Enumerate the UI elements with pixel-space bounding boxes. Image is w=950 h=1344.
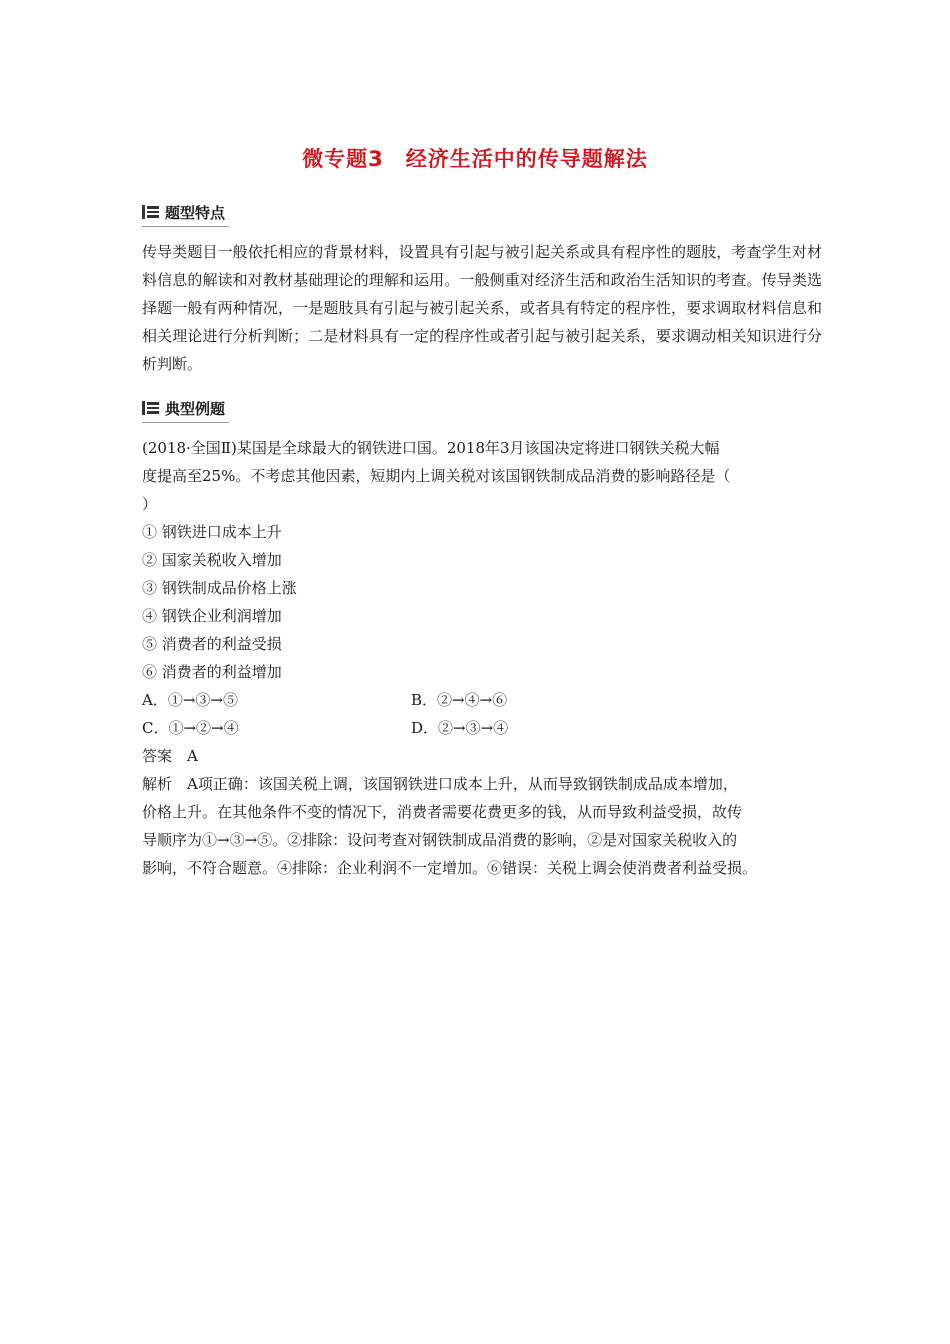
list-icon bbox=[142, 205, 159, 219]
list-item: ④ 钢铁企业利润增加 bbox=[142, 607, 282, 625]
option-a: A．①→③→⑤ bbox=[142, 691, 238, 709]
page-title: 微专题3 经济生活中的传导题解法 bbox=[302, 147, 648, 171]
analysis-line: 导顺序为①→③→⑤。②排除：设问考查对钢铁制成品消费的影响，②是对国家关税收入的 bbox=[142, 831, 738, 849]
section-heading-example bbox=[142, 396, 225, 420]
question-line: (2018·全国Ⅱ)某国是全球最大的钢铁进口国。2018年3月该国决定将进口钢铁关税大幅 bbox=[142, 439, 720, 457]
list-item: ① 钢铁进口成本上升 bbox=[142, 523, 282, 541]
question-line: 度提高至25%。不考虑其他因素，短期内上调关税对该国钢铁制成品消费的影响路径是（ bbox=[142, 467, 731, 485]
analysis-line: 解析 A项正确：该国关税上调，该国钢铁进口成本上升，从而导致钢铁制成品成本增加， bbox=[142, 775, 738, 793]
list-item: ⑥ 消费者的利益增加 bbox=[142, 663, 282, 681]
question-line: ） bbox=[142, 495, 158, 513]
option-b: B．②→④→⑥ bbox=[411, 691, 508, 709]
answer-line: 答案 A bbox=[142, 747, 198, 765]
section-heading-features bbox=[142, 200, 225, 224]
section-heading-label: 题型特点 bbox=[165, 203, 226, 222]
features-paragraph: 传导类题目一般依托相应的背景材料，设置具有引起与被引起关系或具有程序性的题肢，考查学生对材料信息的解读和对教材基础理论的理解和运用。一般侧重对经济生活和政治生活知识的考查。传导类选择题一般有两种情况，一是题肢具有引起与被引起关系，或者具有特定的程序性，要求调取材料信息和相关理论进行分析判断；二是材料具有一定的程序性或者引起与被引起关系，要求调动相关知识进行分析判断。 bbox=[142, 243, 822, 373]
analysis-line: 价格上升。在其他条件不变的情况下，消费者需要花费更多的钱，从而导致利益受损，故传 bbox=[142, 803, 743, 821]
option-c: C．①→②→④ bbox=[142, 719, 239, 737]
section-divider bbox=[142, 226, 229, 227]
section-divider bbox=[142, 422, 229, 423]
list-item: ③ 钢铁制成品价格上涨 bbox=[142, 579, 297, 597]
option-d: D．②→③→④ bbox=[411, 719, 509, 737]
list-icon bbox=[142, 401, 159, 415]
analysis-line: 影响，不符合题意。④排除：企业利润不一定增加。⑥错误：关税上调会使消费者利益受损。 bbox=[142, 859, 758, 877]
section-heading-label: 典型例题 bbox=[165, 399, 226, 418]
list-item: ② 国家关税收入增加 bbox=[142, 551, 282, 569]
list-item: ⑤ 消费者的利益受损 bbox=[142, 635, 282, 653]
